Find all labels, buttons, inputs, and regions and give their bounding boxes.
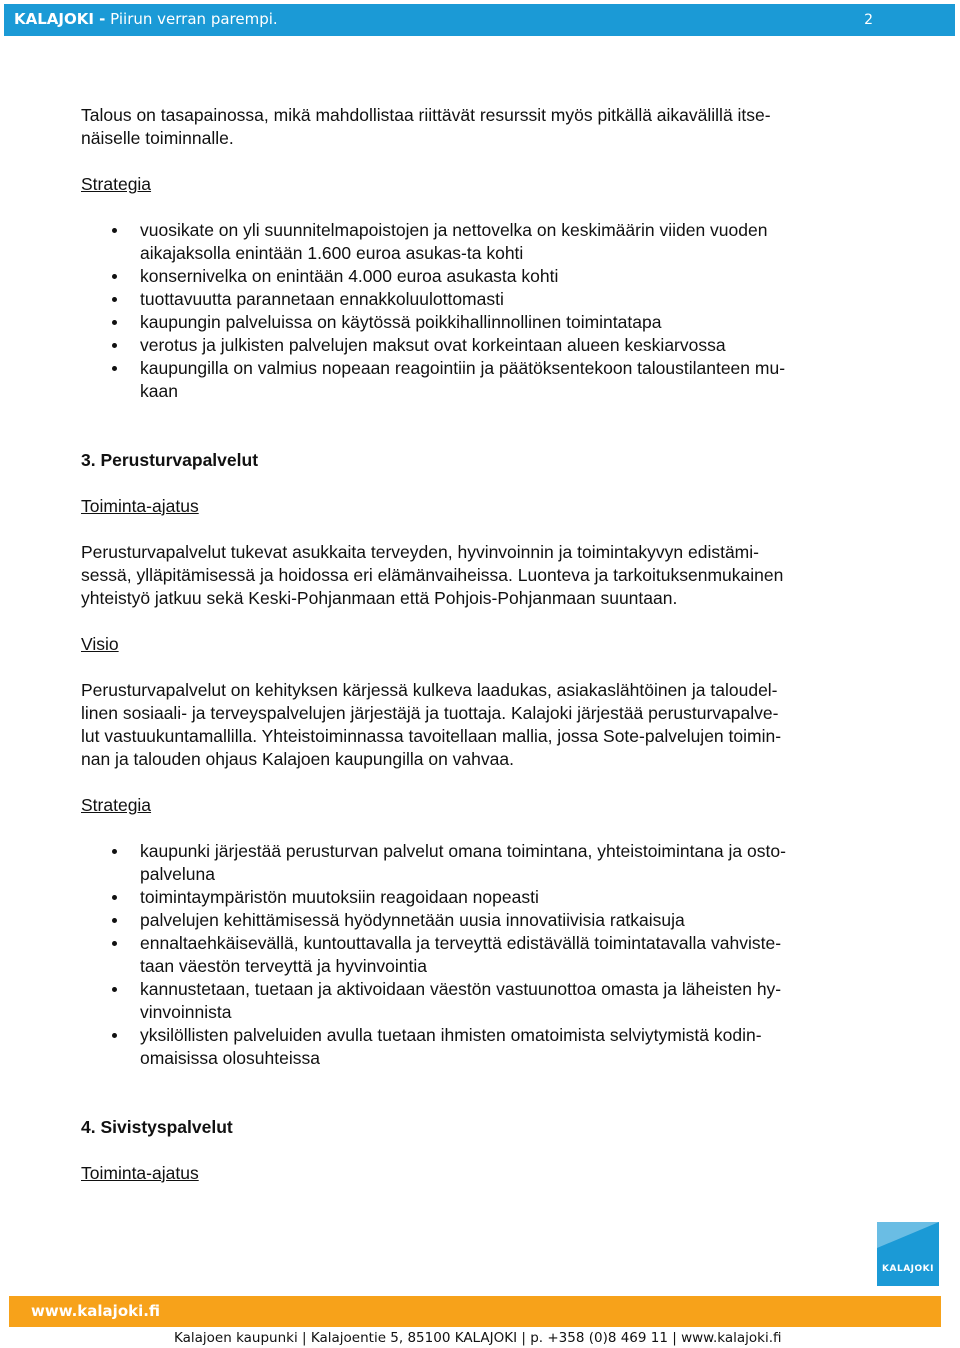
intro-paragraph — [81, 104, 881, 150]
kalajoki-logo — [877, 1222, 939, 1286]
list-item: kaupungilla on valmius nopeaan reagointiin ja päätöksentekoon taloustilanteen mu- kaan — [81, 357, 881, 403]
list-item: tuottavuutta parannetaan ennakkoluulottomasti — [81, 288, 881, 311]
bullet-icon — [112, 1033, 117, 1038]
mission-heading: Toiminta-ajatus — [81, 1163, 199, 1183]
vision-heading: Visio — [81, 634, 119, 654]
bullet-icon — [112, 228, 117, 233]
list-item: ennaltaehkäisevällä, kuntouttavalla ja terveyttä edistävällä toimintatavalla vahviste- taan väestön terveyttä ja hyvinvointia — [81, 932, 881, 978]
section-heading: 3. Perusturvapalvelut — [81, 450, 259, 470]
list-item: kaupunki järjestää perusturvan palvelut omana toimintana, yhteistoimintana ja osto- palveluna — [81, 840, 881, 886]
header-brand — [14, 10, 278, 28]
footer-contact-info: Kalajoen kaupunki | Kalajoentie 5, 85100 KALAJOKI | p. +358 (0)8 469 11 | www.kalajoki.fi — [174, 1330, 782, 1346]
bullet-icon — [112, 987, 117, 992]
logo-text: KALAJOKI — [882, 1264, 934, 1274]
footer-bar — [9, 1296, 941, 1327]
mission-paragraph: Perusturvapalvelut tukevat asukkaita terveyden, hyvinvoinnin ja toimintakyvyn edistämi- sessä, ylläpitämisessä ja hoidossa eri elämänvaiheissa. Luonteva ja tarkoituksenmukainen yhteistyö jatkuu sekä Keski-Pohjanmaan että Pohjois-Pohjanmaan suuntaan. — [81, 542, 784, 608]
bullet-icon — [112, 941, 117, 946]
vision-paragraph: Perusturvapalvelut on kehityksen kärjessä kulkeva laadukas, asiakaslähtöinen ja taloudel- linen sosiaali- ja terveyspalvelujen järjestäjä ja tuottaja. Kalajoki järjestää perusturvapalve- lut vastuukuntamallilla. Yhteistoiminnassa tavoitellaan mallia, jossa Sote-palvelujen toimin- nan ja talouden ohjaus Kalajoen kaupungilla on vahvaa. — [81, 680, 782, 769]
logo-mark-icon — [877, 1222, 939, 1248]
bullet-icon — [112, 918, 117, 923]
footer-website-link[interactable]: www.kalajoki.fi — [31, 1302, 161, 1320]
strategy-heading: Strategia — [81, 795, 152, 815]
brand-tagline: Piirun verran parempi. — [110, 10, 278, 28]
list-item: toimintaympäristön muutoksiin reagoidaan nopeasti — [81, 886, 881, 909]
section-heading: 4. Sivistyspalvelut — [81, 1117, 233, 1137]
bullet-icon — [112, 274, 117, 279]
brand-name: KALAJOKI - — [14, 10, 106, 28]
bullet-icon — [112, 366, 117, 371]
document-body — [81, 104, 881, 1185]
list-item: verotus ja julkisten palvelujen maksut ovat korkeintaan alueen keskiarvossa — [81, 334, 881, 357]
list-item: kaupungin palveluissa on käytössä poikkihallinnollinen toimintatapa — [81, 311, 881, 334]
list-item: kannustetaan, tuetaan ja aktivoidaan väestön vastuunottoa omasta ja läheisten hy- vinvoinnista — [81, 978, 881, 1024]
page-number: 2 — [864, 12, 873, 28]
header-bar — [4, 4, 955, 36]
mission-heading: Toiminta-ajatus — [81, 496, 199, 516]
strategy-heading: Strategia — [81, 174, 152, 194]
text-line: näiselle toiminnalle. — [81, 128, 234, 148]
list-item: konsernivelka on enintään 4.000 euroa asukasta kohti — [81, 265, 881, 288]
bullet-icon — [112, 297, 117, 302]
bullet-icon — [112, 343, 117, 348]
list-item: yksilöllisten palveluiden avulla tuetaan ihmisten omatoimista selviytymistä kodin- omaisissa olosuhteissa — [81, 1024, 881, 1070]
text-line: Talous on tasapainossa, mikä mahdollistaa riittävät resurssit myös pitkällä aikavälillä itse- — [81, 105, 771, 125]
bullet-icon — [112, 849, 117, 854]
bullet-icon — [112, 320, 117, 325]
list-item: palvelujen kehittämisessä hyödynnetään uusia innovatiivisia ratkaisuja — [81, 909, 881, 932]
bullet-icon — [112, 895, 117, 900]
strategy-list — [81, 840, 881, 1070]
strategy-list — [81, 219, 881, 403]
list-item: vuosikate on yli suunnitelmapoistojen ja nettovelka on keskimäärin viiden vuoden aikajaksolla enintään 1.600 euroa asukas-ta kohti — [81, 219, 881, 265]
